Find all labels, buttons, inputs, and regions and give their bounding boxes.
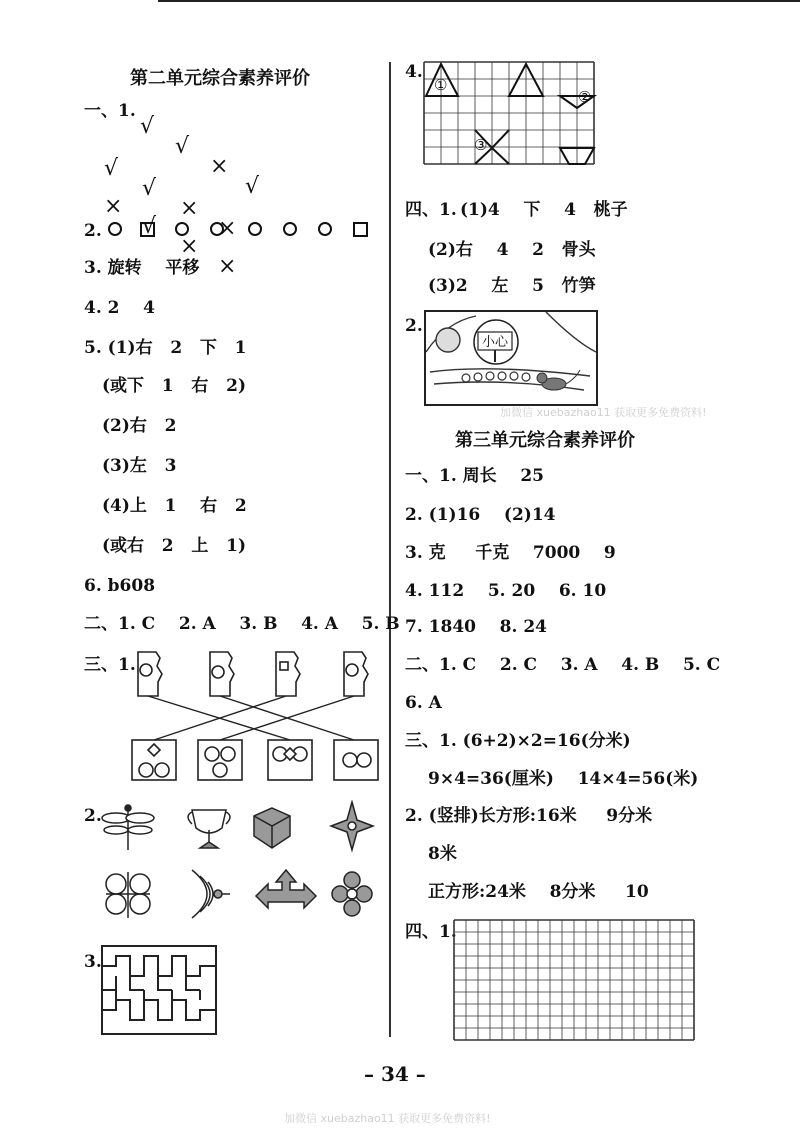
unit3-line7: 6. A xyxy=(405,693,442,713)
chinese-knot-icon xyxy=(332,872,372,916)
column-divider xyxy=(389,62,391,1037)
unit2-s3-2-label: 2. xyxy=(84,806,102,826)
folded-paper-1 xyxy=(138,652,162,696)
mark: × xyxy=(104,194,123,219)
s4-q2-label: 2. xyxy=(405,316,423,336)
unit3-line2: 2. (1)16 (2)14 xyxy=(405,505,556,525)
unit2-q2-label: 2. xyxy=(84,221,102,241)
dragonfly-icon xyxy=(102,805,154,850)
circle-shape xyxy=(175,222,189,236)
unfolded-paper-4 xyxy=(334,740,378,780)
mark: × xyxy=(218,216,237,241)
unit2-title: 第二单元综合素养评价 xyxy=(130,68,310,89)
unit3-line4: 4. 112 5. 20 6. 10 xyxy=(405,581,607,601)
mark: × xyxy=(180,234,199,259)
maze-illustration xyxy=(426,312,596,404)
trophy-icon xyxy=(188,810,230,848)
circle-shape xyxy=(283,222,297,236)
s4-label: 四、1. xyxy=(405,200,457,220)
unit3-line3: 3. 克 千克 7000 9 xyxy=(405,543,616,563)
unit2-q6: 6. b608 xyxy=(84,576,156,596)
grid-label: ② xyxy=(578,88,592,106)
unit2-q5-4: (4)上 1 右 2 xyxy=(102,496,247,516)
cube-figure-icon xyxy=(254,808,290,848)
circle-shape xyxy=(318,222,332,236)
mark: √ xyxy=(104,156,119,181)
unit2-s1-label: 一、1. xyxy=(84,101,136,121)
mark: × xyxy=(218,254,237,279)
circle-shape xyxy=(108,222,122,236)
butterfly-icon xyxy=(106,872,150,918)
mark: × xyxy=(210,154,229,179)
right-q4-label: 4. xyxy=(405,62,423,82)
wifi-signal-icon xyxy=(192,870,230,918)
unit2-q5-4b: (或右 2 上 1) xyxy=(102,536,247,556)
unfolded-paper-2 xyxy=(198,740,242,780)
unit3-line13: 四、1. xyxy=(405,922,457,942)
unit3-title: 第三单元综合素养评价 xyxy=(455,430,635,451)
sign-text: 小心 xyxy=(482,335,509,350)
arrows-icon xyxy=(256,870,316,908)
warning-sign xyxy=(474,320,518,364)
unit3-line9: 9×4=36(厘米) 14×4=56(米) xyxy=(428,769,699,789)
unit3-line8: 三、1. (6+2)×2=16(分米) xyxy=(405,731,631,751)
s4-line2: (2)右 4 2 骨头 xyxy=(428,240,596,260)
mark: √ xyxy=(140,114,155,139)
folded-paper-3 xyxy=(276,652,300,696)
s4-line1: (1)4 下 4 桃子 xyxy=(460,200,628,220)
square-shape xyxy=(140,222,155,237)
unit3-line10: 2. (竖排)长方形:16米 9分米 xyxy=(405,806,653,826)
unit3-line12: 正方形:24米 8分米 10 xyxy=(428,882,649,902)
unfolded-paper-1 xyxy=(132,740,176,780)
unit2-q3: 3. 旋转 平移 xyxy=(84,258,200,278)
mark: × xyxy=(180,196,199,221)
mark: √ xyxy=(175,134,190,159)
circle-shape xyxy=(248,222,262,236)
watermark-mid: 加微信 xuebazhao11 获取更多免费资料! xyxy=(500,406,707,419)
folded-paper-4 xyxy=(344,652,368,696)
matching-figure xyxy=(124,648,384,788)
mark: √ xyxy=(142,176,157,201)
page-number: – 34 – xyxy=(364,1062,426,1086)
mark: √ xyxy=(245,174,260,199)
top-rule xyxy=(158,0,800,2)
unit3-line5: 7. 1840 8. 24 xyxy=(405,617,547,637)
unit2-s3-3-label: 3. xyxy=(84,952,102,972)
grid-label: ① xyxy=(434,76,448,94)
unit2-q5-3: (3)左 3 xyxy=(102,456,177,476)
s4-line3: (3)2 左 5 竹笋 xyxy=(428,276,596,296)
unit2-q4: 4. 2 4 xyxy=(84,298,155,318)
unit2-q5-1b: (或下 1 右 2) xyxy=(102,376,247,396)
maze-picture xyxy=(424,310,598,406)
square-shape xyxy=(353,222,368,237)
folded-paper-2 xyxy=(210,652,234,696)
unit2-q5-2: (2)右 2 xyxy=(102,416,177,436)
unit3-line6: 二、1. C 2. C 3. A 4. B 5. C xyxy=(405,655,721,675)
unit2-q5-1: 5. (1)右 2 下 1 xyxy=(84,338,247,358)
symmetric-figures xyxy=(100,800,385,925)
unit3-line1: 一、1. 周长 25 xyxy=(405,466,544,486)
unit2-s3-1-label: 三、1. xyxy=(84,655,136,675)
grid-figure xyxy=(422,60,602,174)
watermark-bottom: 加微信 xuebazhao11 获取更多免费资料! xyxy=(284,1112,491,1125)
mark: √ xyxy=(142,214,157,239)
match-lines xyxy=(148,696,354,740)
answer-grid xyxy=(452,918,700,1048)
unit3-line11: 8米 xyxy=(428,844,457,864)
star-compass-icon xyxy=(331,802,373,850)
unfolded-paper-3 xyxy=(268,740,312,780)
unit2-section2: 二、1. C 2. A 3. B 4. A 5. B xyxy=(84,614,400,634)
tessellation-figure xyxy=(100,944,220,1036)
circle-shape xyxy=(210,222,224,236)
grid-label: ③ xyxy=(474,136,488,154)
